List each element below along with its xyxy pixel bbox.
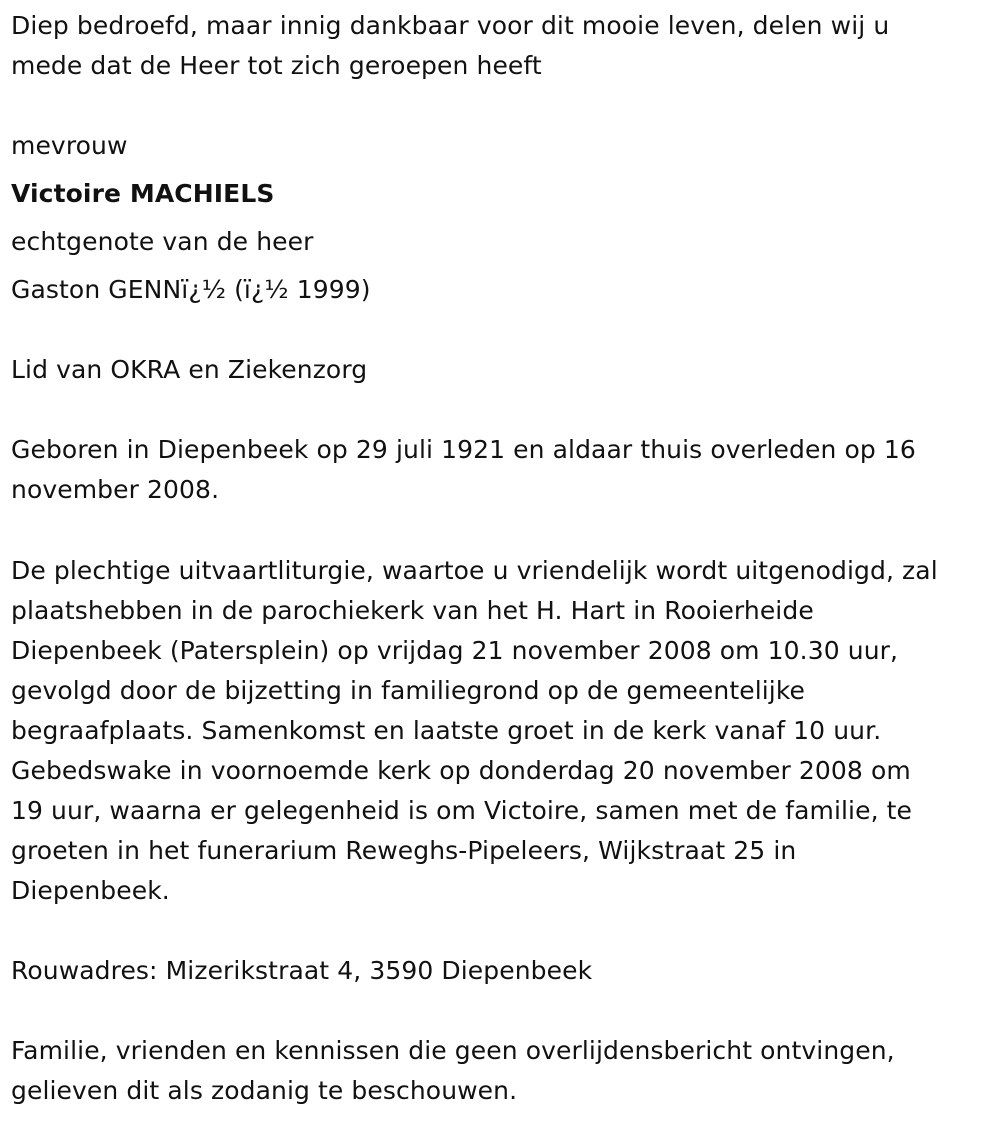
spouse-line: Gaston GENNï¿½ (ï¿½ 1999) bbox=[11, 275, 371, 304]
ceremony-line-9: Diepenbeek. bbox=[11, 876, 170, 905]
intro-line-2: mede dat de Heer tot zich geroepen heeft bbox=[11, 51, 542, 80]
membership-line: Lid van OKRA en Ziekenzorg bbox=[11, 355, 368, 384]
ceremony-line-4: gevolgd door de bijzetting in familiegrond op de gemeentelijke bbox=[11, 676, 806, 705]
ceremony-line-8: groeten in het funerarium Reweghs-Pipeleers, Wijkstraat 25 in bbox=[11, 836, 797, 865]
ceremony-line-5: begraafplaats. Samenkomst en laatste groet in de kerk vanaf 10 uur. bbox=[11, 716, 882, 745]
title-line: mevrouw bbox=[11, 131, 128, 160]
address-line: Rouwadres: Mizerikstraat 4, 3590 Diepenbeek bbox=[11, 956, 593, 985]
ceremony-line-6: Gebedswake in voornoemde kerk op donderdag 20 november 2008 om bbox=[11, 756, 911, 785]
ceremony-line-7: 19 uur, waarna er gelegenheid is om Victoire, samen met de familie, te bbox=[11, 796, 913, 825]
intro-line-1: Diep bedroefd, maar innig dankbaar voor dit mooie leven, delen wij u bbox=[11, 11, 890, 40]
birth-death-line-2: november 2008. bbox=[11, 475, 220, 504]
closing-line-2: gelieven dit als zodanig te beschouwen. bbox=[11, 1076, 518, 1105]
spouse-intro-line: echtgenote van de heer bbox=[11, 227, 314, 256]
ceremony-line-2: plaatshebben in de parochiekerk van het H. Hart in Rooierheide bbox=[11, 596, 814, 625]
birth-death-line-1: Geboren in Diepenbeek op 29 juli 1921 en aldaar thuis overleden op 16 bbox=[11, 435, 916, 464]
ceremony-line-1: De plechtige uitvaartliturgie, waartoe u vriendelijk wordt uitgenodigd, zal bbox=[11, 556, 938, 585]
ceremony-line-3: Diepenbeek (Patersplein) op vrijdag 21 november 2008 om 10.30 uur, bbox=[11, 636, 899, 665]
closing-line-1: Familie, vrienden en kennissen die geen overlijdensbericht ontvingen, bbox=[11, 1036, 895, 1065]
deceased-name: Victoire MACHIELS bbox=[11, 179, 275, 208]
